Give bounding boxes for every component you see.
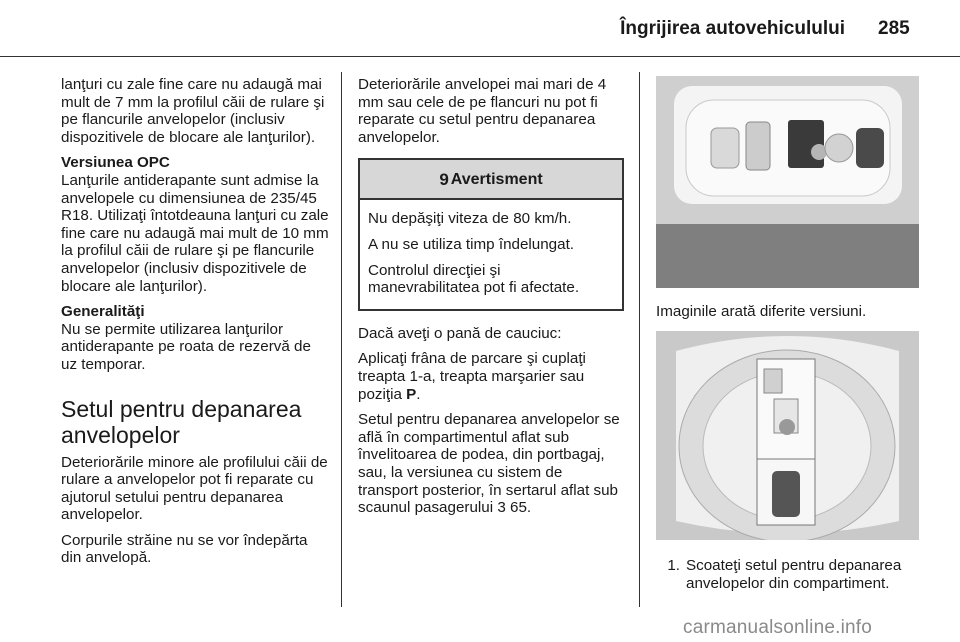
subheading-general: Generalităţi [61, 303, 145, 321]
gear-position: P [406, 385, 417, 403]
paragraph: Deteriorările minore ale profilului căii de rulare a anvelopelor pot fi reparate cu ajutorul setului pentru depanarea anvelopelor. [61, 453, 328, 524]
paragraph: Corpurile străine nu se vor îndepărta din anvelopă. [61, 531, 308, 567]
paragraph: Lanţurile antiderapante sunt admise la anvelopele cu dimensiunea de 235/45 R18. Utilizaţi întotdeauna lanţuri cu zale fine care nu adaugă mai mult de 10 mm la profilul căii de rulare şi pe flancurile anvelopelor (inclusiv dispozitivele de blocare ale lanţurilor). [61, 171, 329, 295]
page-reference-icon: 3 [497, 499, 506, 517]
list-item [656, 557, 926, 592]
watermark: carmanualsonline.info [683, 617, 873, 638]
paragraph [358, 411, 624, 517]
warning-title: Avertisment [450, 170, 543, 188]
step-number: 1. [667, 557, 680, 574]
warning-line: Nu depăşiţi viteza de 80 km/h. [368, 210, 572, 228]
column-divider-1 [341, 72, 342, 607]
steps-list [656, 557, 926, 592]
warning-box [358, 158, 624, 310]
warning-line: A nu se utiliza timp îndelungat. [368, 235, 575, 253]
paragraph: Nu se permite utilizarea lanţurilor antiderapante pe roata de rezervă de uz temporar. [61, 320, 311, 373]
column-1 [61, 76, 329, 575]
warning-triangle-icon: 9 [439, 169, 449, 189]
header-divider [0, 56, 960, 57]
trunk-photo-2 [656, 331, 919, 540]
paragraph [358, 350, 624, 403]
paragraph: lanţuri cu zale fine care nu adaugă mai mult de 7 mm la profilul căii de rulare şi pe flancurile anvelopelor (inclusiv dispozitivele de blocare ale lanţurilor). [61, 76, 325, 146]
paragraph-text: Setul pentru depanarea anvelopelor se află în compartimentul aflat sub învelitoarea de podea, din portbagaj, sau, la versiunea cu sistem de transport posterior, în sertarul aflat sub scaunul pasagerului [358, 411, 620, 517]
photo-caption: Imaginile arată diferite versiuni. [656, 303, 867, 320]
step-text: Scoateţi setul pentru depanarea anvelopelor din compartiment. [686, 557, 902, 592]
page-number: 285 [878, 18, 910, 39]
warning-body [360, 200, 622, 308]
paragraph-end: . [416, 385, 421, 403]
column-divider-2 [639, 72, 640, 607]
warning-line: Controlul direcţiei şi manevrabilitatea pot fi afectate. [368, 261, 580, 297]
subheading-opc: Versiunea OPC [61, 154, 170, 172]
paragraph: Dacă aveţi o pană de cauciuc: [358, 324, 562, 342]
warning-header [360, 160, 622, 200]
paragraph: Deteriorările anvelopei mai mari de 4 mm sau cele de pe flancuri nu pot fi reparate cu setul pentru depanarea anvelopelor. [358, 76, 607, 146]
page-header-title: Îngrijirea autovehiculului [620, 18, 845, 39]
page-reference: 65. [505, 499, 532, 517]
trunk-photo-1 [656, 76, 919, 288]
paragraph-text: Aplicaţi frâna de parcare şi cuplaţi treapta 1-a, treapta marşarier sau poziţia [358, 350, 586, 403]
section-heading: Setul pentru depanarea anvelopelor [61, 395, 302, 448]
column-2 [358, 76, 624, 525]
